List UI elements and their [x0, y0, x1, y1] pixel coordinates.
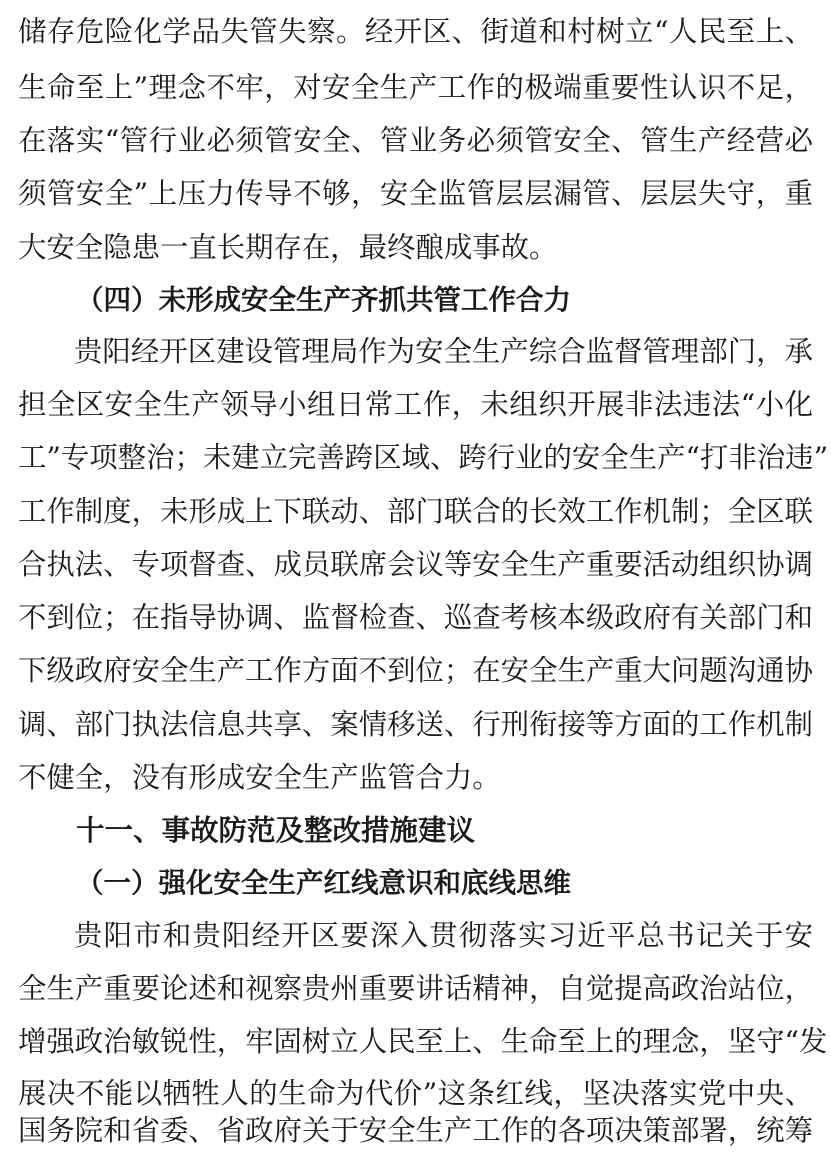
paragraph-line: 全生产重要论述和视察贵州重要讲话精神，自觉提高政治站位， [18, 972, 813, 1005]
paragraph-line: 贵阳市和贵阳经开区要深入贯彻落实习近平总书记关于安 [74, 919, 813, 952]
paragraph-line: 生命至上”理念不牢，对安全生产工作的极端重要性认识不足， [18, 71, 813, 104]
paragraph-line: 国务院和省委、省政府关于安全生产工作的各项决策部署，统筹 [18, 1114, 813, 1147]
paragraph-line: 贵阳经开区建设管理局作为安全生产综合监督管理部门，承 [74, 335, 813, 368]
paragraph-line: 担全区安全生产领导小组日常工作，未组织开展非法违法“小化 [18, 388, 813, 421]
paragraph-line: 合执法、专项督查、成员联席会议等安全生产重要活动组织协调 [18, 548, 813, 581]
paragraph-line: 增强政治敏锐性，牢固树立人民至上、生命至上的理念，坚守“发 [18, 1025, 828, 1058]
subsection-heading: （四）未形成安全生产齐抓共管工作合力 [76, 284, 571, 316]
section-heading: 十一、事故防范及整改措施建议 [76, 814, 476, 847]
paragraph-line: 须管安全”上压力传导不够，安全监管层层漏管、层层失守，重 [18, 177, 813, 210]
paragraph-line: 工”专项整治；未建立完善跨区域、跨行业的安全生产“打非治违” [18, 441, 829, 474]
paragraph-line: 不到位；在指导协调、监督检查、巡查考核本级政府有关部门和 [18, 601, 813, 634]
subsection-heading: （一）强化安全生产红线意识和底线思维 [76, 867, 571, 899]
paragraph-line: 工作制度，未形成上下联动、部门联合的长效工作机制；全区联 [18, 495, 813, 528]
paragraph-line: 展决不能以牺牲人的生命为代价”这条红线，坚决落实党中央、 [18, 1077, 813, 1110]
paragraph-line: 在落实“管行业必须管安全、管业务必须管安全、管生产经营必 [18, 124, 813, 157]
paragraph-line: 下级政府安全生产工作方面不到位；在安全生产重大问题沟通协 [18, 654, 813, 687]
paragraph-line: 大安全隐患一直长期存在，最终酿成事故。 [18, 231, 558, 264]
paragraph-line: 调、部门执法信息共享、案情移送、行刑衔接等方面的工作机制 [18, 708, 813, 741]
paragraph-line: 储存危险化学品失管失察。经开区、街道和村树立“人民至上、 [18, 15, 813, 48]
paragraph-line: 不健全，没有形成安全生产监管合力。 [18, 761, 501, 794]
